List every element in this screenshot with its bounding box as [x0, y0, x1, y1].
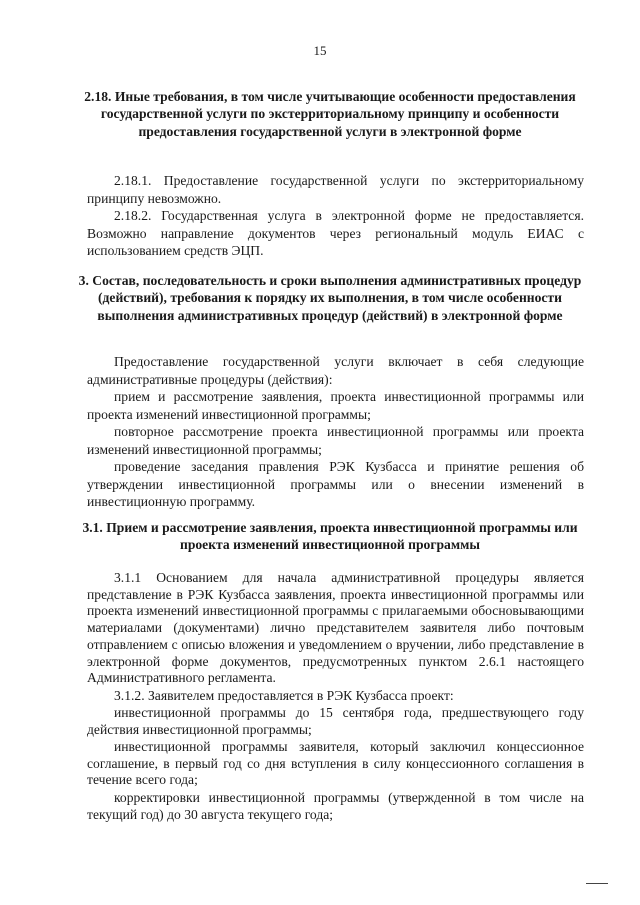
section-3-1-2-paragraph: 3.1.2. Заявителем предоставляется в РЭК Кузбасса проект: — [114, 688, 454, 703]
section-2-18-heading: 2.18. Иные требования, в том числе учитывающие особенности предоставления государственной услуги по экстерриториальному принципу и особенности предоставления государственной услуги в электронной форме — [84, 89, 576, 139]
section-2-18-1-paragraph: 2.18.1. Предоставление государственной услуги по экстерриториальному принципу невозможно. — [87, 173, 584, 206]
section-2-18-2-paragraph: 2.18.2. Государственная услуга в электронной форме не предоставляется. Возможно направление документов через региональный модуль ЕИАС с использованием средств ЭЦП. — [87, 208, 584, 259]
section-3-1-heading: 3.1. Прием и рассмотрение заявления, проекта инвестиционной программы или проекта изменений инвестиционной программы — [82, 520, 578, 553]
section-3-item-1: прием и рассмотрение заявления, проекта инвестиционной программы или проекта изменений инвестиционной программы; — [87, 389, 584, 422]
section-3-1-2-item-3: корректировки инвестиционной программы (утвержденной в том числе на текущий год) до 30 августа текущего года; — [87, 790, 584, 822]
section-3-1-2-item-2: инвестиционной программы заявителя, который заключил концессионное соглашение, в первый год со дня вступления в силу концессионного соглашения в течение всего года; — [87, 739, 584, 788]
section-3-1-1-paragraph: 3.1.1 Основанием для начала административной процедуры является представление в РЭК Кузбасса заявления, проекта инвестиционной программы или проекта изменений инвестиционной программы с прилагаемыми обосновывающими материалами (документами) лично представителем заявителя либо почтовым отправлением с описью вложения и уведомлением о вручении, либо представление в электронной форме документов, предусмотренных пунктом 2.6.1 настоящего Административного регламента. — [87, 570, 584, 686]
section-3-item-2: повторное рассмотрение проекта инвестиционной программы или проекта изменений инвестиционной программы; — [87, 424, 584, 457]
page-number: 15 — [313, 43, 327, 58]
section-3-intro-paragraph: Предоставление государственной услуги включает в себя следующие административные процедуры (действия): — [87, 354, 584, 387]
section-3-item-3: проведение заседания правления РЭК Кузбасса и принятие решения об утверждении инвестиционной программы или о внесении изменений в инвестиционную программу. — [87, 459, 584, 510]
section-3-heading: 3. Состав, последовательность и сроки выполнения административных процедур (действий), требования к порядку их выполнения, в том числе особенности выполнения административных процедур (действий) в электронной форме — [78, 273, 582, 323]
section-3-1-2-item-1: инвестиционной программы до 15 сентября года, предшествующего году действия инвестиционной программы; — [87, 705, 584, 737]
page-edge-mark — [586, 883, 608, 884]
